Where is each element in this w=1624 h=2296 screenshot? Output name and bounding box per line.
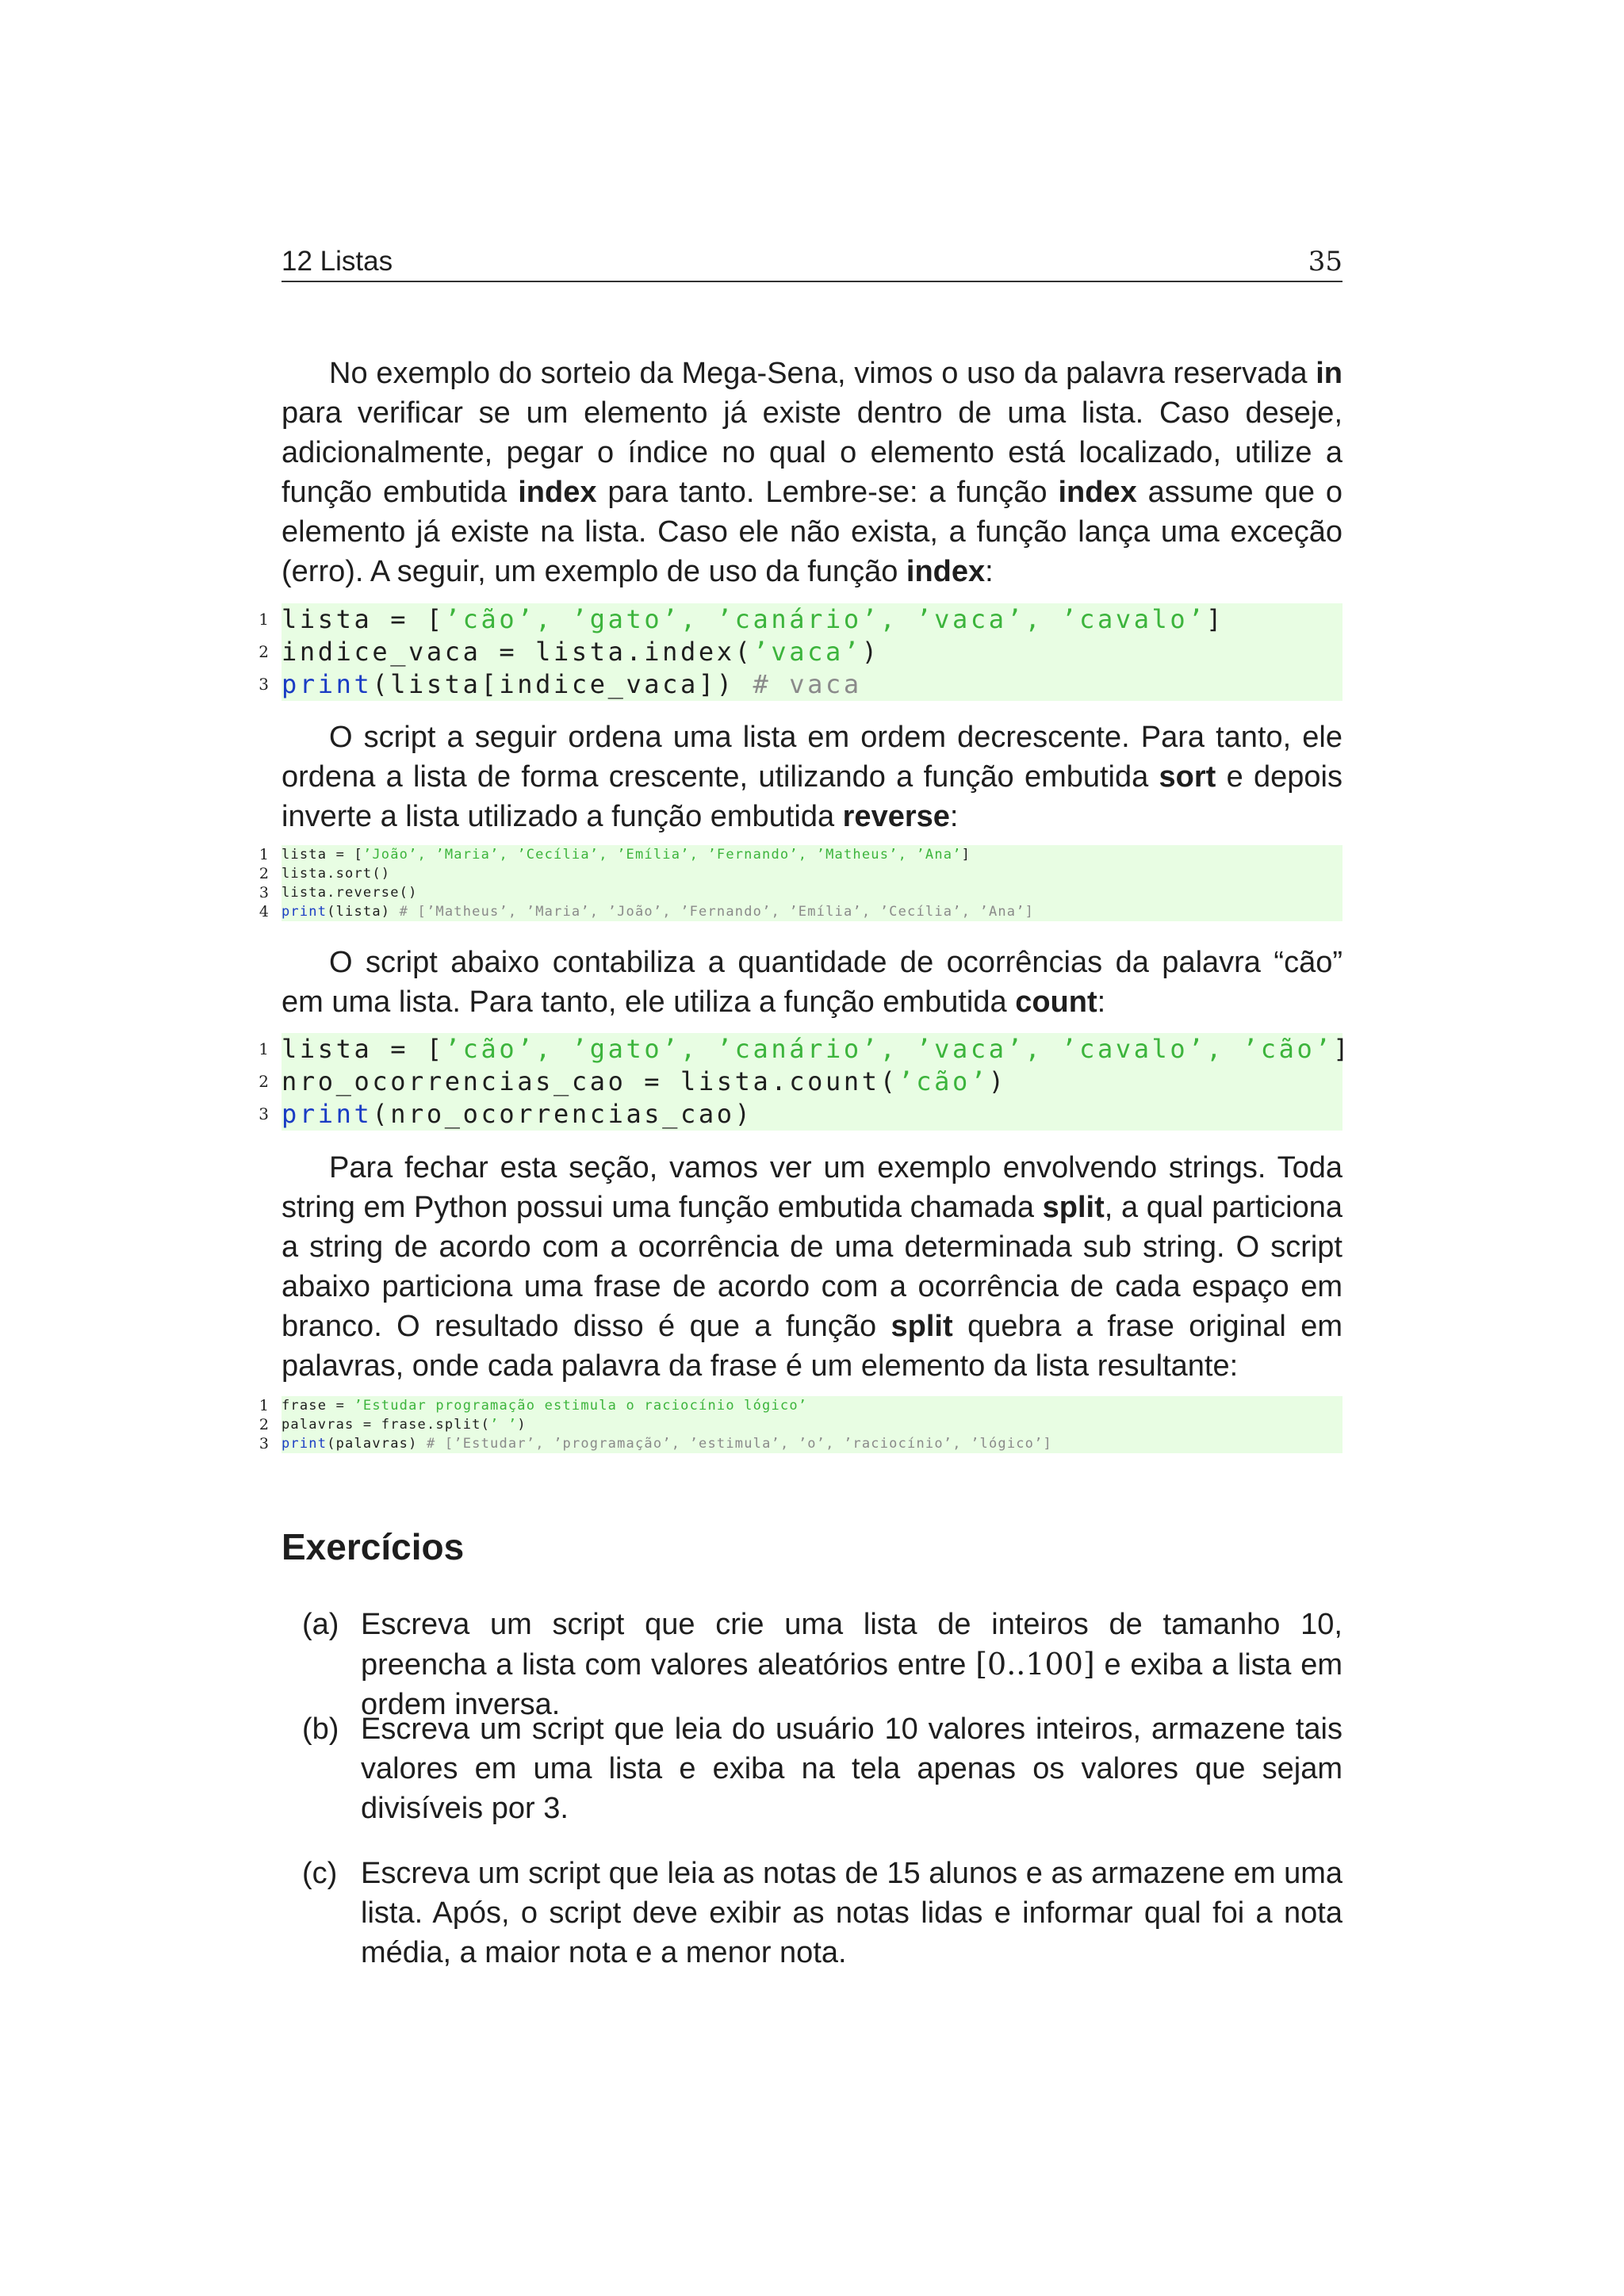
line-number: 2 — [259, 642, 269, 661]
exercise-text: Escreva um script que leia do usuário 10 valores inteiros, armazene tais valores em uma lista e exiba na tela apenas os valores que sejam divisíveis por 3. — [361, 1712, 1342, 1825]
code-comment: # [’Matheus’, ’Maria’, ’João’, ’Fernando’, ’Emília’, ’Cecília’, ’Ana’] — [399, 904, 1035, 920]
paragraph-sort-intro: O script a seguir ordena uma lista em ordem decrescente. Para tanto, ele ordena a lista de forma crescente, utilizando a função embutida sort e depois inverte a lista utilizado a função embutida reverse: — [282, 721, 1342, 833]
code-string: ’Estudar programação estimula o raciocínio lógico’ — [354, 1398, 808, 1414]
code-line — [259, 883, 1342, 902]
running-header — [282, 244, 1342, 282]
line-number: 4 — [259, 903, 269, 920]
code-string: ’vaca’ — [753, 637, 862, 667]
section-title-exercises: Exercícios — [282, 1526, 465, 1567]
line-number: 1 — [259, 1397, 269, 1414]
exercise-item-a — [282, 1605, 1342, 1724]
code-text: frase = — [282, 1398, 354, 1414]
code-string: ’cão’, ’gato’, ’canário’, ’vaca’, ’cavalo’ — [444, 604, 1207, 634]
code-line — [259, 902, 1342, 921]
code-line — [259, 1098, 1342, 1131]
code-text: (lista) — [327, 904, 400, 920]
paragraph-index-intro: No exemplo do sorteio da Mega-Sena, vimos o uso da palavra reservada in para verificar se um elemento já existe dentro de uma lista. Caso deseje, adicionalmente, pegar o índice no qual o elemento está localizado, utilize a função embutida index para tanto. Lembre-se: a função index assume que o elemento já existe na lista. Caso ele não exista, a função lança uma exceção (erro). A seguir, um exemplo de uso da função index: — [282, 357, 1343, 588]
exercise-item-c — [282, 1854, 1342, 1973]
code-text: ] — [1206, 604, 1225, 634]
code-comment: # vaca — [753, 669, 862, 699]
code-line — [259, 864, 1342, 883]
code-string: ’João’, ’Maria’, ’Cecília’, ’Emília’, ’Fernando’, ’Matheus’, ’Ana’ — [362, 847, 962, 863]
code-text: lista = [ — [282, 1034, 445, 1064]
code-text: lista.sort() — [282, 866, 391, 882]
code-line — [259, 1066, 1342, 1098]
exercise-text: Escreva um script que crie uma lista de inteiros de tamanho 10, preencha a lista com valores aleatórios entre [0..100] e exiba a lista em ordem inversa. — [361, 1608, 1342, 1721]
code-string: ’ ’ — [490, 1417, 518, 1433]
line-number: 1 — [259, 1039, 269, 1058]
code-line — [259, 1415, 1342, 1434]
line-number: 2 — [259, 1416, 269, 1433]
code-line — [259, 636, 1342, 668]
math-interval: [0..100] — [975, 1647, 1095, 1682]
code-block-index — [259, 603, 1342, 701]
line-number: 3 — [259, 675, 269, 694]
exercise-marker: (c) — [302, 1857, 338, 1890]
code-keyword: print — [282, 1099, 373, 1129]
code-text: ) — [861, 637, 880, 667]
code-text: indice_vaca = lista.index( — [282, 637, 753, 667]
code-text: ] — [1333, 1034, 1352, 1064]
line-number: 3 — [259, 884, 269, 901]
page-number: 35 — [1308, 246, 1342, 277]
code-text: lista = [ — [282, 604, 445, 634]
code-text: palavras = frase.split( — [282, 1417, 491, 1433]
code-text: ) — [988, 1066, 1007, 1096]
code-comment: # [’Estudar’, ’programação’, ’estimula’, ’o’, ’raciocínio’, ’lógico’] — [426, 1436, 1052, 1452]
exercise-marker: (b) — [302, 1712, 339, 1746]
line-number: 3 — [259, 1435, 269, 1452]
code-block-split — [259, 1396, 1342, 1453]
code-block-sort — [259, 845, 1342, 921]
line-number: 1 — [259, 846, 269, 863]
chapter-title: 12 Listas — [282, 246, 393, 277]
code-keyword: print — [282, 1436, 327, 1452]
code-keyword: print — [282, 904, 327, 920]
code-keyword: print — [282, 669, 373, 699]
paragraph-count-intro: O script abaixo contabiliza a quantidade de ocorrências da palavra “cão” em uma lista. Para tanto, ele utiliza a função embutida count: — [282, 946, 1342, 1019]
code-line — [259, 603, 1342, 636]
code-string: ’cão’, ’gato’, ’canário’, ’vaca’, ’cavalo’, ’cão’ — [444, 1034, 1334, 1064]
code-text: lista.reverse() — [282, 885, 418, 901]
exercise-item-b — [282, 1709, 1342, 1828]
exercise-text: Escreva um script que leia as notas de 15 alunos e as armazene em uma lista. Após, o script deve exibir as notas lidas e informar qual foi a nota média, a maior nota e a menor nota. — [361, 1857, 1342, 1969]
line-number: 2 — [259, 1072, 269, 1091]
line-number: 2 — [259, 865, 269, 882]
code-string: ’cão’ — [898, 1066, 989, 1096]
exercise-marker: (a) — [302, 1608, 339, 1641]
code-line — [259, 1033, 1352, 1066]
code-line — [259, 1434, 1342, 1453]
code-line — [259, 845, 1342, 864]
line-number: 3 — [259, 1104, 269, 1123]
code-text: nro_ocorrencias_cao = lista.count( — [282, 1066, 898, 1096]
line-number: 1 — [259, 610, 269, 629]
code-text: lista = [ — [282, 847, 363, 863]
code-text: ] — [961, 847, 971, 863]
code-line — [259, 668, 1342, 701]
code-line — [259, 1396, 1342, 1415]
paragraph-split-intro: Para fechar esta seção, vamos ver um exemplo envolvendo strings. Toda string em Python possui uma função embutida chamada split, a qual particiona a string de acordo com a ocorrência de uma determinada sub string. O script abaixo particiona uma frase de acordo com a ocorrência de cada espaço em branco. O resultado disso é que a função split quebra a frase original em palavras, onde cada palavra da frase é um elemento da lista resultante: — [282, 1151, 1343, 1383]
code-text: ) — [517, 1417, 527, 1433]
code-block-count — [259, 1033, 1352, 1131]
code-text: (palavras) — [327, 1436, 427, 1452]
code-text: (lista[indice_vaca]) — [372, 669, 753, 699]
code-text: (nro_ocorrencias_cao) — [372, 1099, 753, 1129]
